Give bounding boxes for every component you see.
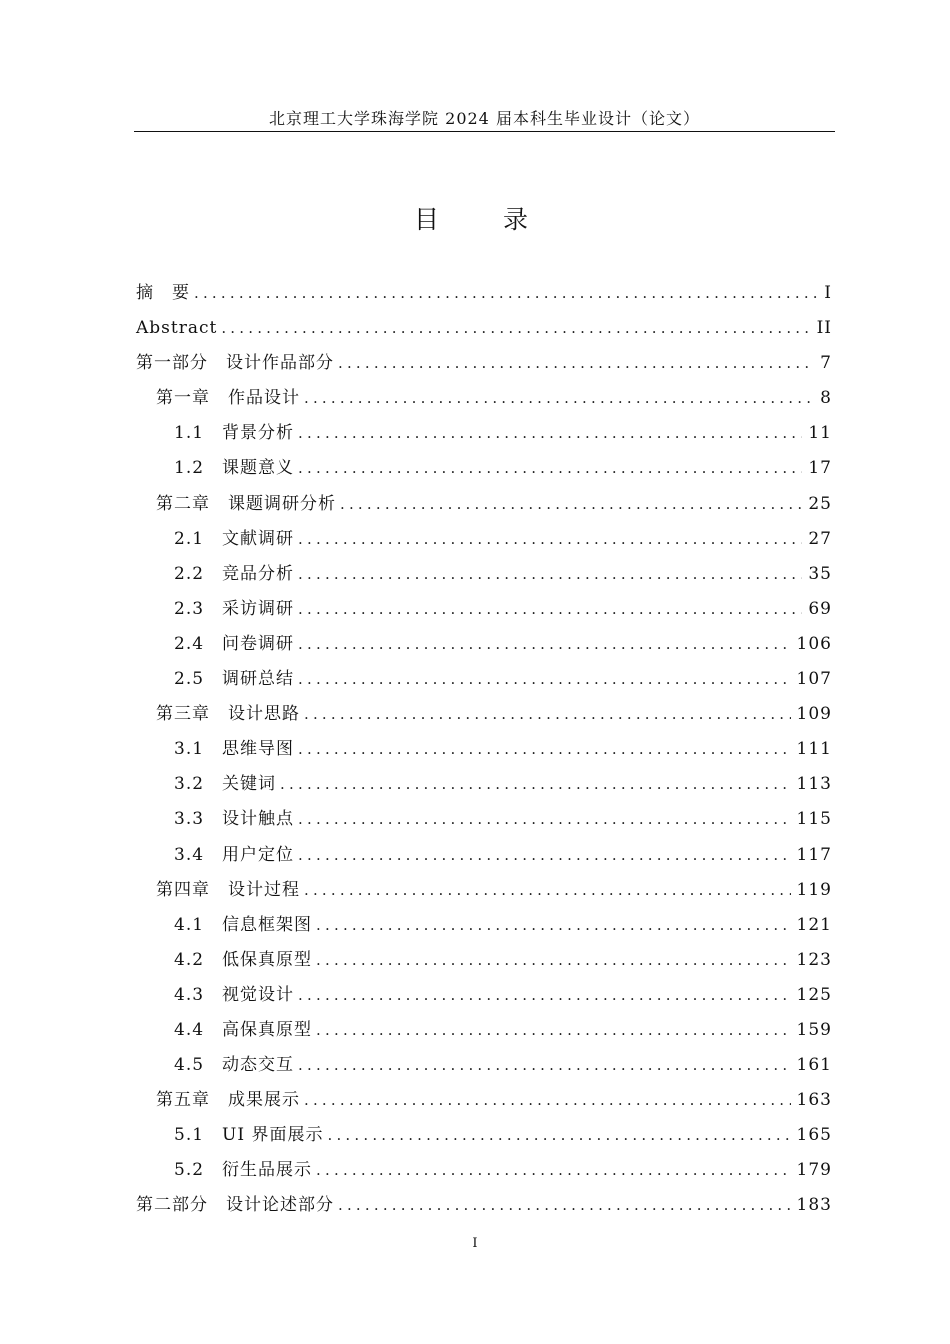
toc-entry-page-number: 161 (796, 1055, 832, 1076)
dot-leader (304, 873, 791, 908)
toc-entry-label: 第四章 设计过程 (156, 879, 300, 900)
toc-entry[interactable] (136, 276, 832, 311)
toc-entry-page-number: 27 (808, 528, 832, 549)
dot-leader (316, 943, 791, 978)
toc-entry-page-number: 123 (796, 949, 832, 970)
toc-entry[interactable] (136, 1118, 832, 1153)
toc-entry-label: 1.2 课题意义 (174, 458, 295, 479)
toc-entry-label: 2.1 文献调研 (174, 528, 295, 549)
toc-entry-page-number: 35 (808, 563, 832, 584)
toc-entry-label: 3.2 关键词 (174, 774, 277, 795)
toc-entry-page-number: 17 (808, 458, 832, 479)
toc-entry[interactable] (136, 1188, 832, 1223)
dot-leader (316, 908, 791, 943)
dot-leader (298, 522, 802, 557)
dot-leader (280, 767, 791, 802)
dot-leader (298, 978, 791, 1013)
toc-entry-label: 2.2 竞品分析 (174, 563, 295, 584)
toc-entry-label: 4.5 动态交互 (174, 1055, 295, 1076)
toc-entry-label: 2.3 采访调研 (174, 598, 295, 619)
toc-entry-label: 3.3 设计触点 (174, 809, 295, 830)
dot-leader (221, 311, 810, 346)
dot-leader (316, 1153, 791, 1188)
toc-entry[interactable] (136, 1083, 832, 1118)
toc-entry[interactable] (136, 416, 832, 451)
toc-entry-page-number: I (824, 283, 832, 303)
toc-entry-page-number: 106 (796, 633, 832, 654)
toc-entry-page-number: 179 (796, 1160, 832, 1181)
toc-entry[interactable] (136, 943, 832, 978)
dot-leader (304, 381, 814, 416)
toc-entry[interactable] (136, 522, 832, 557)
toc-entry-label: 第五章 成果展示 (156, 1090, 300, 1111)
toc-entry[interactable] (136, 908, 832, 943)
toc-entry-page-number: 125 (796, 984, 832, 1005)
toc-entry-page-number: 111 (796, 739, 832, 760)
toc-entry[interactable] (136, 662, 832, 697)
toc-entry-page-number: 117 (796, 844, 832, 865)
toc-entry[interactable] (136, 451, 832, 486)
toc-entry[interactable] (136, 1013, 832, 1048)
dot-leader (298, 802, 791, 837)
dot-leader (327, 1118, 790, 1153)
toc-entry-label: 5.2 衍生品展示 (174, 1160, 313, 1181)
toc-entry[interactable] (136, 311, 832, 346)
toc-entry-page-number: 163 (796, 1090, 832, 1111)
toc-title: 目 录 (414, 205, 556, 234)
toc-entry-page-number: II (816, 318, 832, 339)
header-rule (134, 131, 835, 132)
toc-entry[interactable] (136, 767, 832, 802)
toc-entry[interactable] (136, 838, 832, 873)
toc-entry-page-number: 7 (820, 353, 832, 374)
dot-leader (304, 1083, 791, 1118)
toc-entry-page-number: 25 (808, 493, 832, 514)
toc-entry[interactable] (136, 1048, 832, 1083)
dot-leader (304, 697, 791, 732)
toc-entry-page-number: 165 (796, 1125, 832, 1146)
toc-entry-label: 摘 要 (136, 283, 190, 303)
dot-leader (298, 627, 791, 662)
dot-leader (298, 662, 791, 697)
toc-entry[interactable] (136, 802, 832, 837)
toc-entry[interactable] (136, 346, 832, 381)
dot-leader (298, 732, 791, 767)
dot-leader (298, 592, 802, 627)
dot-leader (338, 346, 814, 381)
toc-entry-label: 3.4 用户定位 (174, 844, 295, 865)
toc-entry-label: 第三章 设计思路 (156, 704, 300, 725)
toc-entry-label: 4.3 视觉设计 (174, 984, 295, 1005)
toc-entry-label: 1.1 背景分析 (174, 423, 295, 444)
toc-entry-label: 第二部分 设计论述部分 (136, 1195, 334, 1216)
toc-entry[interactable] (136, 697, 832, 732)
toc-entry-label: 4.1 信息框架图 (174, 914, 313, 935)
toc-entry-page-number: 119 (796, 879, 832, 900)
dot-leader (340, 487, 802, 522)
dot-leader (298, 838, 791, 873)
toc-entry[interactable] (136, 732, 832, 767)
toc-entry[interactable] (136, 381, 832, 416)
toc-entry-label: 4.4 高保真原型 (174, 1019, 313, 1040)
running-header: 北京理工大学珠海学院 2024 届本科生毕业设计（论文） (269, 109, 700, 128)
toc-entry-label: 3.1 思维导图 (174, 739, 295, 760)
toc-entry-page-number: 69 (808, 598, 832, 619)
toc-entry-label: 2.5 调研总结 (174, 669, 295, 690)
toc-entry-label: 第一章 作品设计 (156, 388, 300, 409)
toc-entry-page-number: 121 (796, 914, 832, 935)
toc-list (136, 276, 832, 1224)
toc-entry[interactable] (136, 557, 832, 592)
toc-entry-label: 4.2 低保真原型 (174, 949, 313, 970)
toc-entry-page-number: 107 (796, 669, 832, 690)
toc-entry-page-number: 109 (796, 704, 832, 725)
toc-entry-page-number: 183 (796, 1195, 832, 1216)
toc-entry-label: 第二章 课题调研分析 (156, 493, 336, 514)
toc-entry[interactable] (136, 487, 832, 522)
dot-leader (316, 1013, 791, 1048)
toc-entry-label: 2.4 问卷调研 (174, 633, 295, 654)
dot-leader (298, 557, 802, 592)
page-number: I (472, 1236, 478, 1251)
dot-leader (298, 1048, 791, 1083)
toc-entry-page-number: 8 (820, 388, 832, 409)
toc-entry-page-number: 113 (796, 774, 832, 795)
dot-leader (194, 276, 818, 311)
dot-leader (338, 1188, 791, 1223)
toc-entry-page-number: 11 (808, 423, 832, 444)
toc-entry-page-number: 159 (796, 1019, 832, 1040)
toc-entry[interactable] (136, 627, 832, 662)
toc-entry-page-number: 115 (796, 809, 832, 830)
toc-entry[interactable] (136, 978, 832, 1013)
toc-entry[interactable] (136, 1153, 832, 1188)
toc-entry-label: 5.1 UI 界面展示 (174, 1125, 324, 1146)
toc-entry-label: 第一部分 设计作品部分 (136, 353, 334, 374)
toc-entry[interactable] (136, 592, 832, 627)
toc-entry-label: Abstract (136, 318, 218, 339)
toc-entry[interactable] (136, 873, 832, 908)
dot-leader (298, 416, 802, 451)
dot-leader (298, 451, 802, 486)
